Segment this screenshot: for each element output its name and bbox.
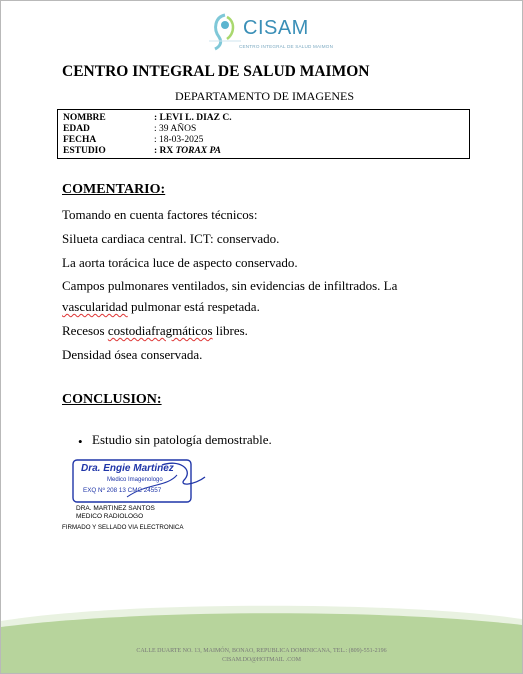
estudio-value [154,146,221,156]
stamp-role: Medico Imagenologo [107,477,163,483]
footer-address: CALLE DUARTE NO. 13, MAIMÓN, BONAO, REPUBLICA DOMINICANA, TEL.: (809)-551-2196 [136,648,387,654]
edad-value: : 39 AÑOS [154,124,197,134]
logo-wordmark: CISAM [243,17,309,39]
conclusion-item: Estudio sin patología demostrable. [92,432,272,447]
stamp-doctor-name: Dra. Engie Martinez [81,463,174,474]
fecha-label: FECHA [63,135,97,145]
comentario-line-7: Densidad ósea conservada. [62,347,203,362]
comentario-line-5: vascularidad pulmonar está respetada. [62,299,260,314]
comentario-heading: COMENTARIO: [62,182,166,197]
comentario-line-6: Recesos costodiafragmáticos libres. [62,323,248,338]
bullet-dot-icon: • [78,434,83,449]
edad-label: EDAD [63,124,90,134]
conclusion-heading: CONCLUSION: [62,392,162,407]
comentario-line-4: Campos pulmonares ventilados, sin evidencias de infiltrados. La [62,278,398,293]
doctor-stamp [67,457,211,507]
signature-title: MEDICO RADIOLOGO [76,513,144,520]
comentario-line-1: Tomando en cuenta factores técnicos: [62,207,258,222]
estudio-prefix: : RX [154,146,176,156]
estudio-italic: TORAX PA [175,146,221,156]
footer-email: CISAM.DO@HOTMAIL .COM [222,657,301,663]
department-name: DEPARTAMENTO DE IMAGENES [175,89,354,103]
patient-info-box [57,109,470,159]
page-title: CENTRO INTEGRAL DE SALUD MAIMON [62,63,370,80]
spellcheck-word: vascularidad [62,299,128,314]
nombre-value: : LEVI L. DIAZ C. [154,113,232,123]
comentario-line-3: La aorta torácica luce de aspecto conservado. [62,255,298,270]
nombre-label: NOMBRE [63,113,106,123]
signature-note: FIRMADO Y SELLADO VIA ELECTRONICA [62,524,184,531]
comentario-line-2: Silueta cardiaca central. ICT: conservado. [62,231,280,246]
logo-subtitle: CENTRO INTEGRAL DE SALUD MAIMON [239,44,334,49]
cisam-logo [205,11,334,53]
signature-name: DRA. MARTINEZ SANTOS [76,505,155,512]
fecha-value: : 18-03-2025 [154,135,204,145]
stamp-license: EXQ Nº 208 13 CMC 24557 [83,487,162,494]
estudio-label: ESTUDIO [63,146,106,156]
spellcheck-word: costodiafragmáticos [107,323,213,338]
